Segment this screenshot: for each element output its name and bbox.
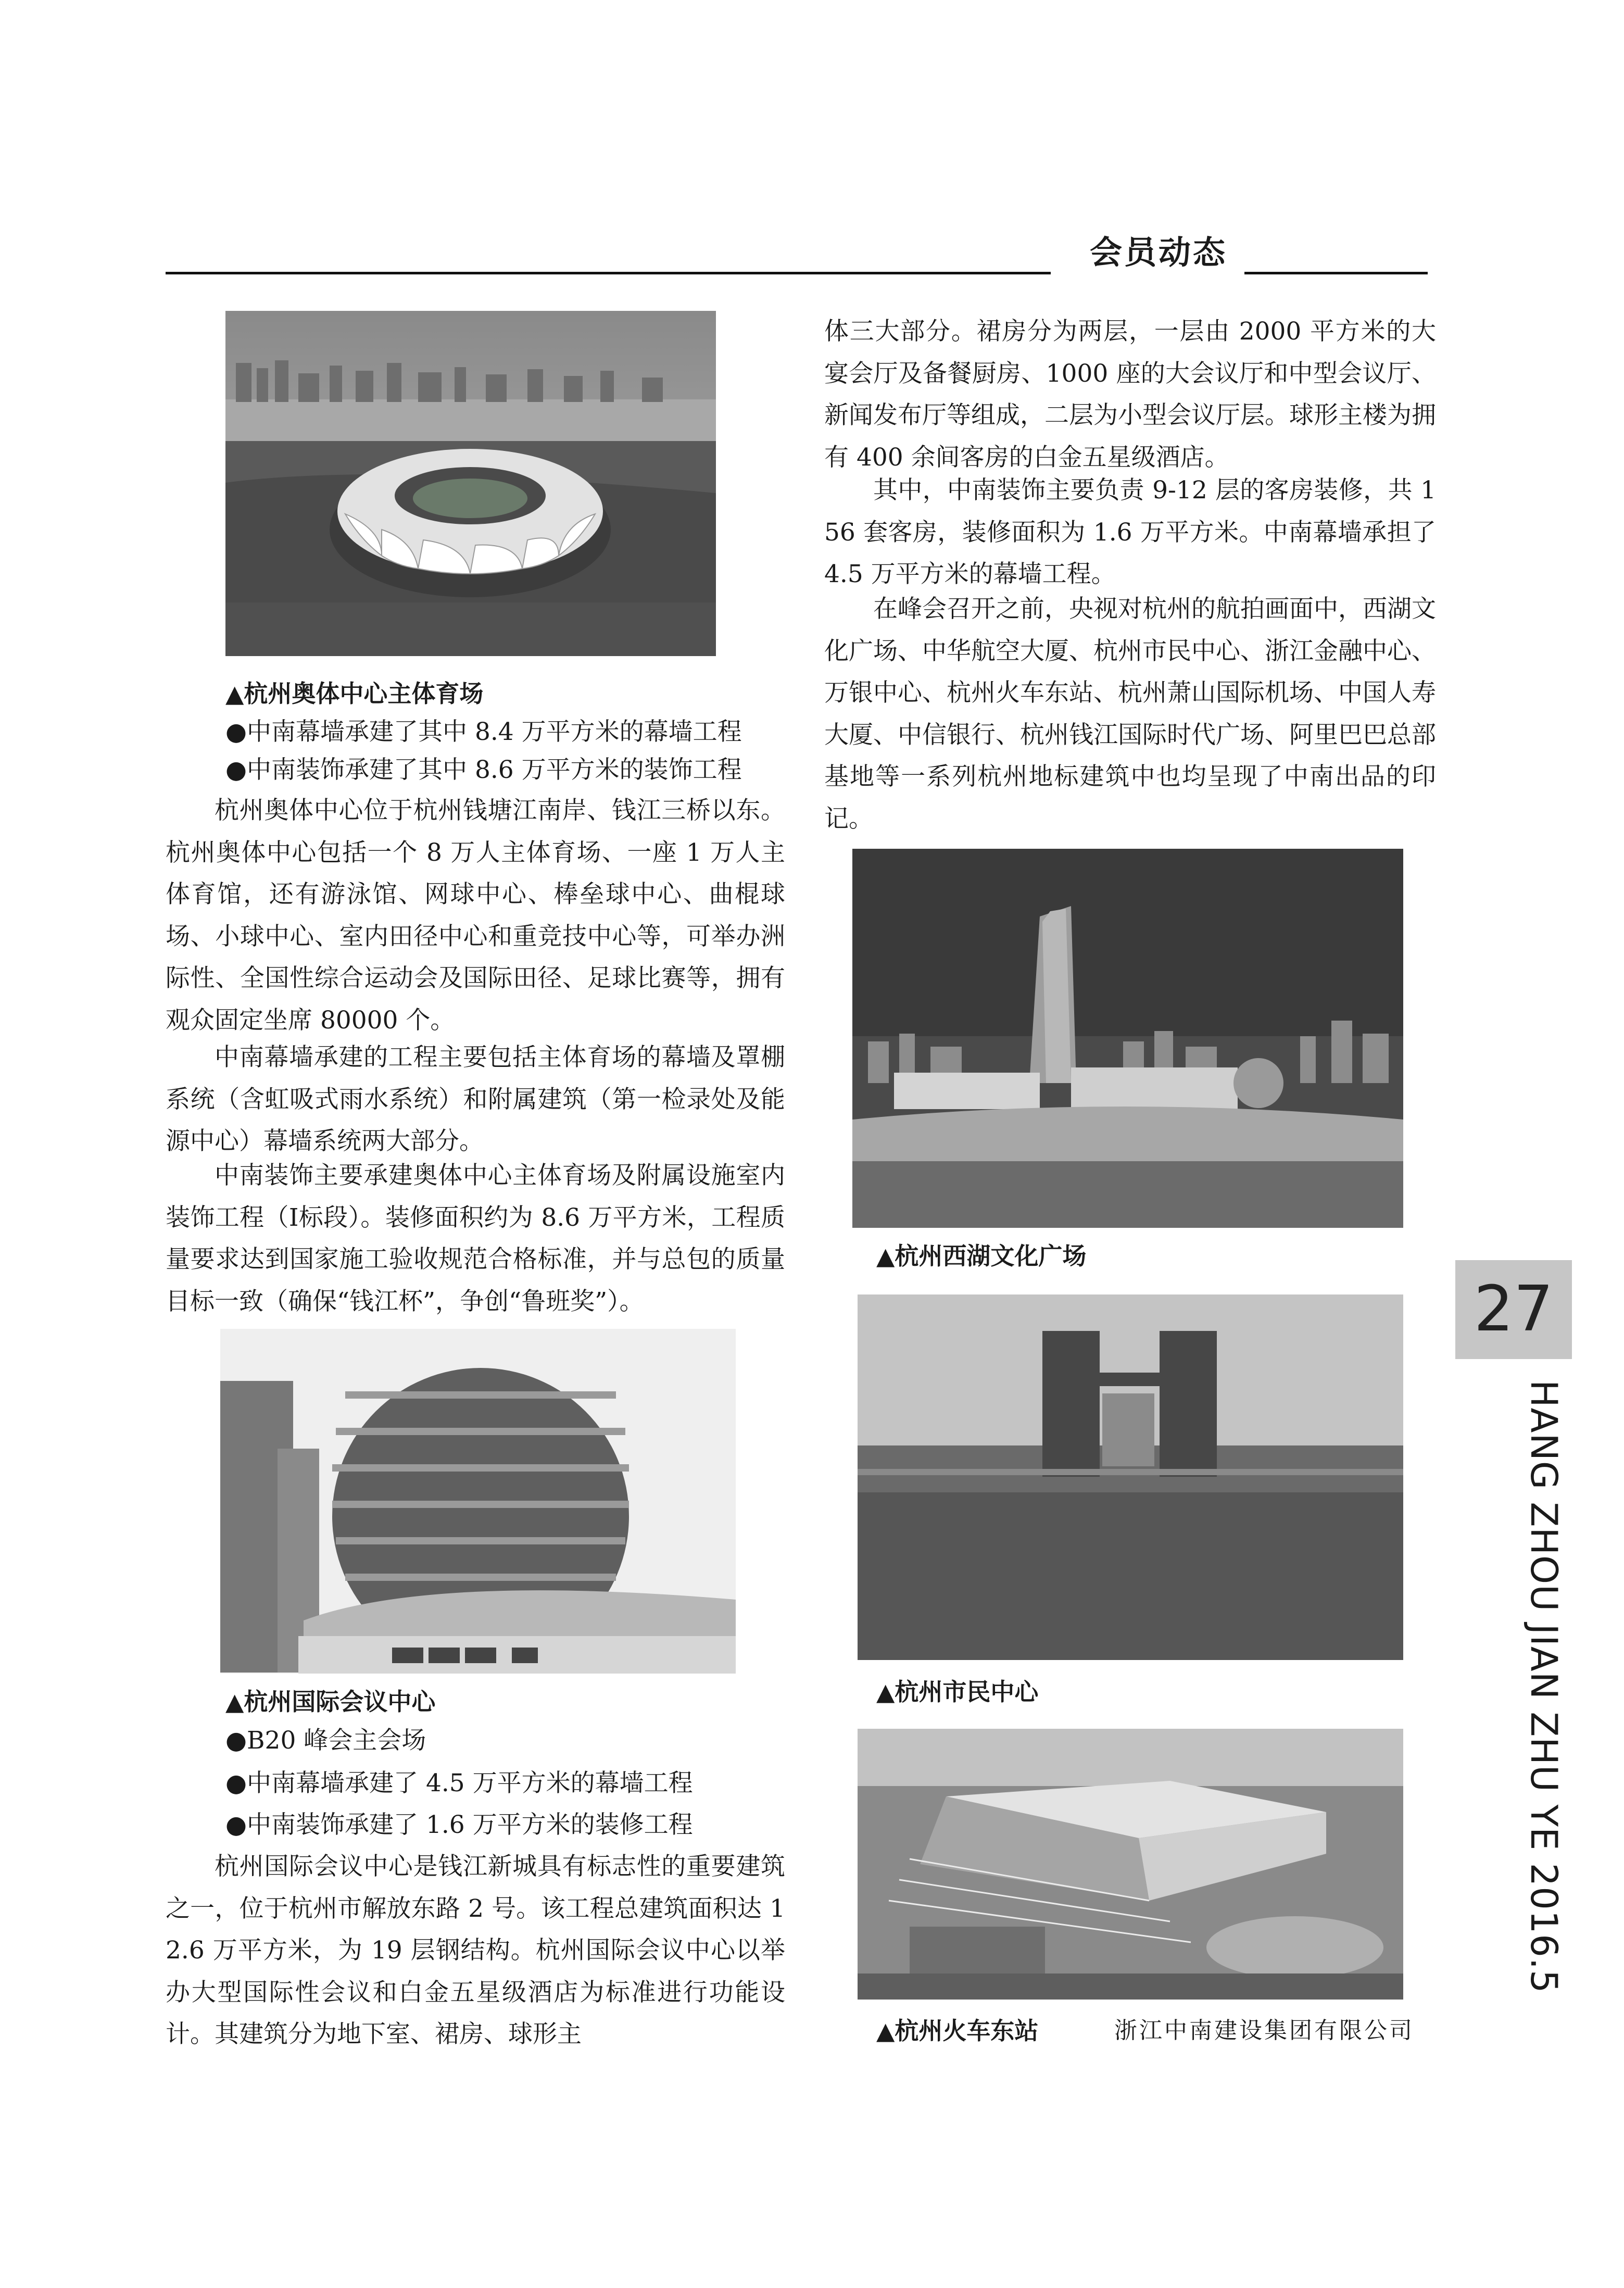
conference-bullet-1: ●B20 峰会主会场 bbox=[225, 1726, 426, 1755]
west-lake-square-photo bbox=[852, 849, 1403, 1228]
east-station-caption: ▲杭州火车东站 bbox=[876, 2017, 1039, 2045]
olympic-paragraph-2: 中南幕墙承建的工程主要包括主体育场的幕墙及罩棚系统（含虹吸式雨水系统）和附属建筑（第一检录处及能源中心）幕墙系统两大部分。 bbox=[166, 1043, 785, 1155]
right-paragraph-2: 其中，中南装饰主要负责 9-12 层的客房装修，共 156 套客房，装修面积为 1.6 万平方米。中南幕墙承担了 4.5 万平方米的幕墙工程。 bbox=[824, 476, 1436, 588]
header-rule-left bbox=[166, 272, 1051, 274]
olympic-paragraph-3: 中南装饰主要承建奥体中心主体育场及附属设施室内装饰工程（Ⅰ标段）。装修面积约为 8.6 万平方米，工程质量要求达到国家施工验收规范合格标准，并与总包的质量目标一致（确保“钱江杯”，争创“鲁班奖”）。 bbox=[166, 1161, 785, 1316]
conference-center-photo bbox=[220, 1329, 736, 1674]
right-paragraph-1: 体三大部分。裙房分为两层，一层由 2000 平方米的大宴会厅及备餐厨房、1000 座的大会议厅和中型会议厅、新闻发布厅等组成，二层为小型会议厅层。球形主楼为拥有 400 余间客房的白金五星级酒店。 bbox=[824, 317, 1436, 472]
olympic-stadium-photo bbox=[225, 311, 716, 656]
author-line: 浙江中南建设集团有限公司 bbox=[1114, 2017, 1414, 2044]
west-lake-caption: ▲杭州西湖文化广场 bbox=[876, 1242, 1087, 1270]
conference-caption: ▲杭州国际会议中心 bbox=[225, 1688, 436, 1716]
east-station-photo bbox=[858, 1729, 1403, 2000]
civic-center-caption: ▲杭州市民中心 bbox=[876, 1678, 1039, 1706]
right-paragraph-3: 在峰会召开之前，央视对杭州的航拍画面中，西湖文化广场、中华航空大厦、杭州市民中心、浙江金融中心、万银中心、杭州火车东站、杭州萧山国际机场、中国人寿大厦、中信银行、杭州钱江国际时代广场、阿里巴巴总部基地等一系列杭州地标建筑中也均呈现了中南出品的印记。 bbox=[824, 595, 1436, 833]
section-title: 会员动态 bbox=[1089, 233, 1227, 271]
header-rule-right bbox=[1244, 272, 1428, 274]
conference-bullet-3: ●中南装饰承建了 1.6 万平方米的装修工程 bbox=[225, 1811, 693, 1839]
civic-center-photo bbox=[858, 1294, 1403, 1660]
magazine-issue-label: HANG ZHOU JIAN ZHU YE 2016.5 bbox=[1522, 1380, 1565, 1994]
page-number: 27 bbox=[1455, 1260, 1572, 1359]
olympic-bullet-1: ●中南幕墙承建了其中 8.4 万平方米的幕墙工程 bbox=[225, 718, 742, 746]
olympic-bullet-2: ●中南装饰承建了其中 8.6 万平方米的装饰工程 bbox=[225, 756, 742, 784]
olympic-caption: ▲杭州奥体中心主体育场 bbox=[225, 680, 484, 708]
conference-paragraph: 杭州国际会议中心是钱江新城具有标志性的重要建筑之一，位于杭州市解放东路 2 号。该工程总建筑面积达 12.6 万平方米，为 19 层钢结构。杭州国际会议中心以举办大型国际性会议和白金五星级酒店为标准进行功能设计。其建筑分为地下室、裙房、球形主 bbox=[166, 1852, 785, 2048]
olympic-paragraph-1: 杭州奥体中心位于杭州钱塘江南岸、钱江三桥以东。杭州奥体中心包括一个 8 万人主体育场、一座 1 万人主体育馆，还有游泳馆、网球中心、棒垒球中心、曲棍球场、小球中心、室内田径中心和重竞技中心等，可举办洲际性、全国性综合运动会及国际田径、足球比赛等，拥有观众固定坐席 80000 个。 bbox=[166, 796, 785, 1035]
conference-bullet-2: ●中南幕墙承建了 4.5 万平方米的幕墙工程 bbox=[225, 1769, 693, 1797]
